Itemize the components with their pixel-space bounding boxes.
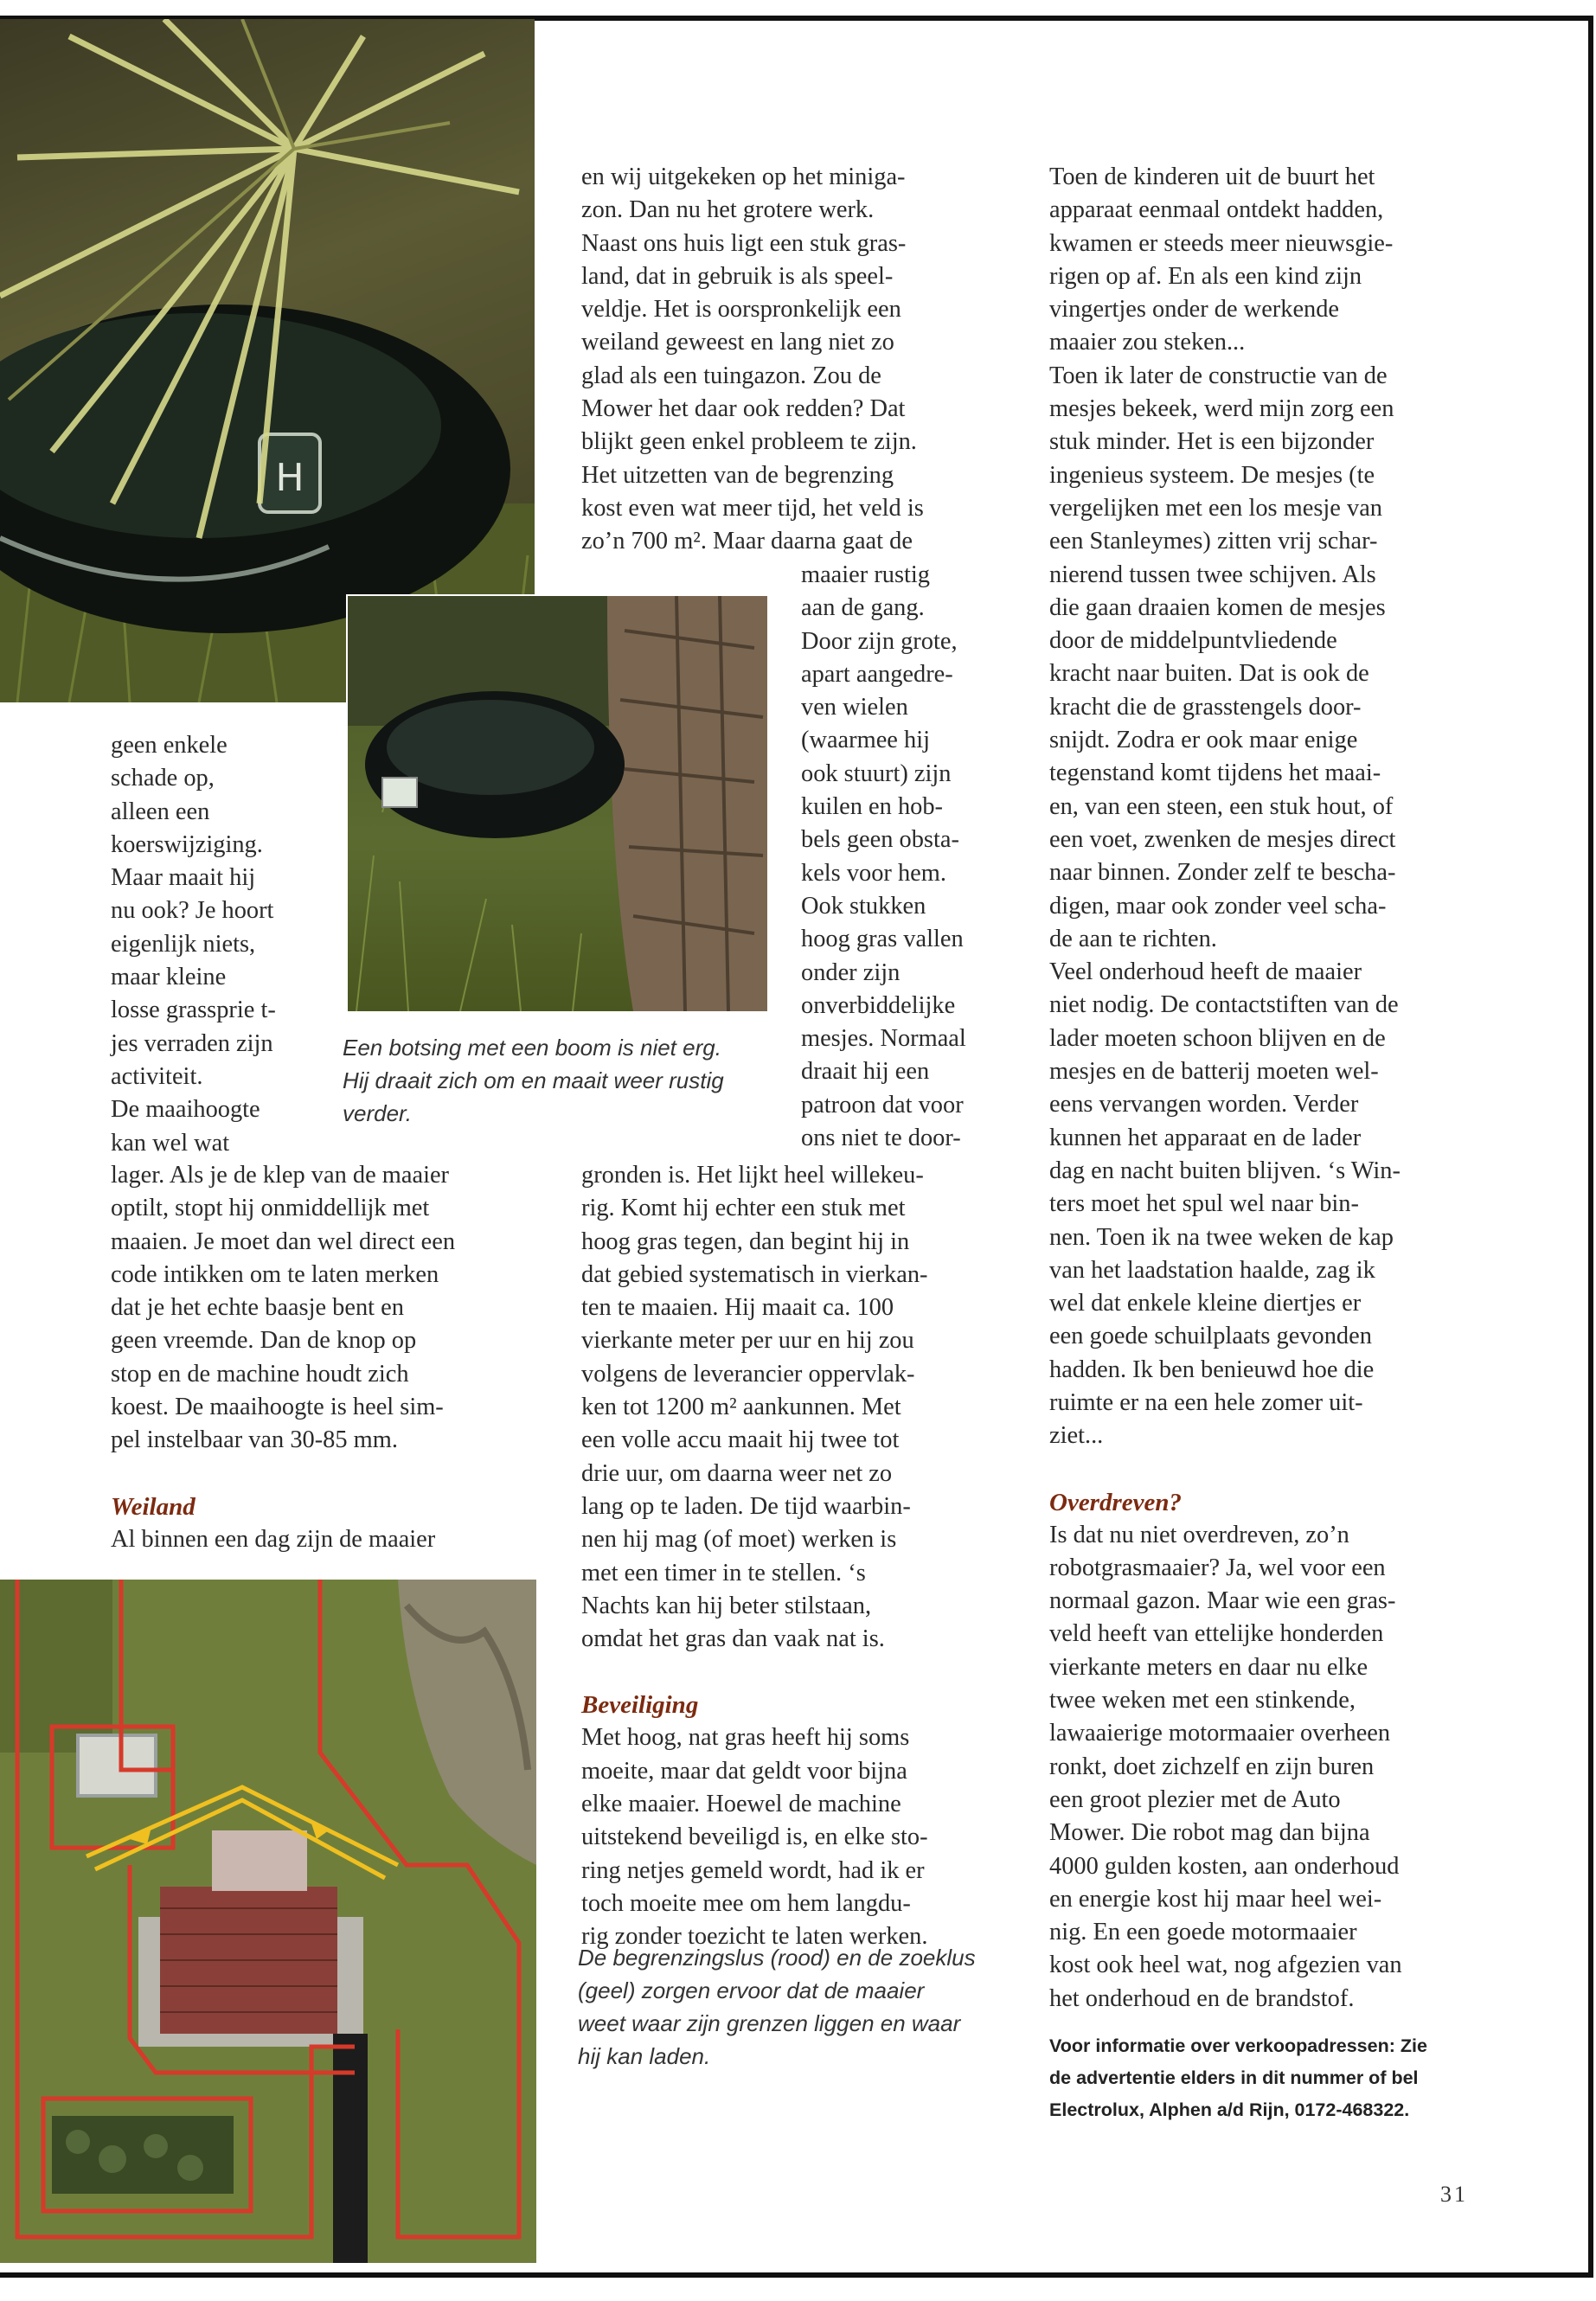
page-number: 31 [1440,2182,1468,2207]
column-2-wrap-paragraph: maaier rustig aan de gang. Door zijn grote, apart aangedre- ven wielen (waarmee hij ook stuurt) zijn kuilen en hob- bels geen obsta- kels voor hem. Ook stukken hoog gras vallen onder zijn onverbiddelijke mesjes. Normaal draait hij een patroon dat voor ons niet te door- [801,561,966,1152]
heading-weiland: Weiland [111,1492,195,1521]
column-2-wrapped-text [801,559,1026,1155]
column-1-paragraph: lager. Als je de klep van de maaier optilt, stopt hij onmiddellijk met maaien. Je moet dan wel direct een code intikken om te laten merken dat je het echte baasje bent en geen vreemde. Dan de knop op stop en de machine houdt zich koest. De maaihoogte is heel sim- pel instelbaar van 30-85 mm. [111,1162,456,1454]
column-3 [1049,161,1499,2016]
robotmower-tree-photo [346,594,769,1013]
robotmower-against-tree-icon [348,596,767,1011]
overdreven-paragraph: Is dat nu niet overdreven, zo’n robotgrasmaaier? Ja, wel voor een normaal gazon. Maar wie een gras- veld heeft van ettelijke honderden vierkante meters en daar nu elke twee weken met een stinkende, lawaaierige motormaaier overheen ronkt, doet zichzelf en zijn buren een groot plezier met de Auto Mower. Die robot mag dan bijna 4000 gulden kosten, aan onderhoud en energie kost hij maar heel wei- nig. En een goede motormaaier kost ook heel wat, nog afgezien van het onderhoud en de brandstof. [1049,1521,1402,2012]
map-caption: De begrenzingslus (rood) en de zoeklus (geel) zorgen ervoor dat de maaier weet waar zijn grenzen liggen en waar hij kan laden. [578,1945,976,2069]
column-2-top [581,161,1031,559]
garden-boundary-map-icon [0,1580,536,2263]
heading-beveiliging: Beveiliging [581,1691,699,1720]
column-1-wrapped-text [111,729,344,1160]
column-1-wrap-paragraph: geen enkele schade op, alleen een koerswijziging. Maar maait hij nu ook? Je hoort eigenlijk niets, maar kleine losse grassprie t- jes verraden zijn activiteit. De maaihoogte kan wel wat [111,732,276,1157]
column-1-body [111,1159,561,1556]
svg-text:H: H [275,456,304,500]
column-2-top-paragraph: en wij uitgekeken op het miniga- zon. Dan nu het grotere werk. Naast ons huis ligt een stuk gras- land, dat in gebruik is als speel- veldje. Het is oorspronkelijk een weiland geweest en lang niet zo glad als een tuingazon. Zou de Mower het daar ook redden? Dat blijkt geen enkel probleem te zijn. Het uitzetten van de begrenzing kost even wat meer tijd, het veld is zo’n 700 m². Maar daarna gaat de [581,163,924,555]
column-2-bottom [581,1159,1031,1954]
weiland-paragraph: Al binnen een dag zijn de maaier [111,1525,436,1553]
column-2-bottom-paragraph: gronden is. Het lijkt heel willekeu- rig. Komt hij echter een stuk met hoog gras tegen, dan begint hij in dat gebied systematisch in vierkan- ten te maaien. Hij maait ca. 100 vierkante meter per uur en hij zou volgens de leverancier oppervlak- ken tot 1200 m² aankunnen. Met een volle accu maait hij twee tot drie uur, om daarna weer net zo lang op te laden. De tijd waarbin- nen hij mag (of moet) werken is met een timer in te stellen. ‘s Nachts kan hij beter stilstaan, omdat het gras dan vaak nat is. [581,1162,928,1653]
garden-map-photo [0,1580,536,2263]
column-3-top-paragraph: Toen de kinderen uit de buurt het apparaat eenmaal ontdekt hadden, kwamen er steeds meer nieuwsgie- rigen op af. En als een kind zijn vingertjes onder de werkende maaier zou steken... Toen ik later de constructie van de mesjes bekeek, werd mijn zorg een stuk minder. Het is een bijzonder ingenieus systeem. De mesjes (te vergelijken met een los mesje van een Stanleymes) zitten vrij schar- nierend tussen twee schijven. Als die gaan draaien komen de mesjes door de middelpuntvliedende kracht naar buiten. Dat is ook de kracht die de grasstengels door- snijdt. Zodra er ook maar enige tegenstand komt tijdens het maai- en, van een steen, een stuk hout, of een voet, zwenken de mesjes direct naar binnen. Zonder zelf te bescha- digen, maar ook zonder veel scha- de aan te richten. Veel onderhoud heeft de maaier niet nodig. De contactstiften van de lader moeten schoon blijven en de mesjes en de batterij moeten wel- eens vervangen worden. Verder kunnen het apparaat en de lader dag en nacht buiten blijven. ‘s Win- ters moet het spul wel naar bin- nen. Toen ik na twee weken de kap van het laadstation haalde, zag ik wel dat enkele kleine diertjes er een goede schuilplaats gevonden hadden. Ik ben benieuwd hoe die ruimte er na een hele zomer uit- ziet... [1049,163,1401,1450]
sales-info: Voor informatie over verkoopadressen: Zie de advertentie elders in dit nummer of bel Electrolux, Alphen a/d Rijn, 0172-468322. [1049,2035,1427,2120]
heading-overdreven: Overdreven? [1049,1488,1183,1516]
tree-photo-caption: Een botsing met een boom is niet erg. Hij draait zich om en maait weer rustig verder. [343,1035,724,1126]
beveiliging-paragraph: Met hoog, nat gras heeft hij soms moeite, maar dat geldt voor bijna elke maaier. Hoewel de machine uitstekend beveiligd is, en elke sto- ring netjes gemeld wordt, had ik er toch moeite mee om hem langdu- rig zonder toezicht te laten werken. [581,1724,928,1951]
